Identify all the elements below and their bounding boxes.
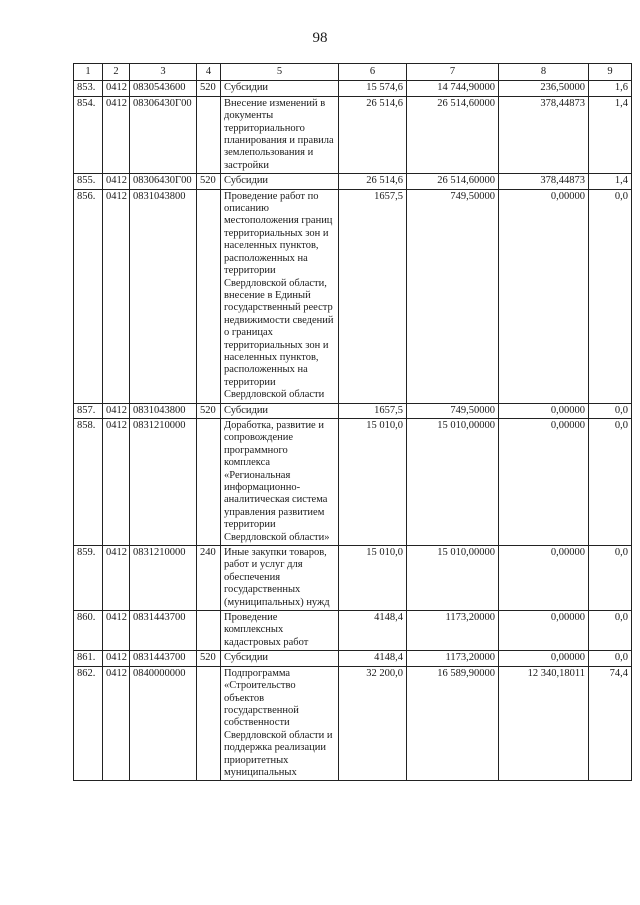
- target-article-code: 0831043800: [130, 403, 197, 418]
- table-row: [74, 666, 632, 781]
- table-row: [74, 96, 632, 173]
- executed-amount: 0,00000: [499, 611, 589, 651]
- table-row: [74, 651, 632, 666]
- execution-percent: 0,0: [589, 189, 632, 403]
- row-number: 859.: [74, 546, 103, 611]
- table-row: [74, 418, 632, 545]
- budget-table: [73, 63, 632, 781]
- executed-amount: 0,00000: [499, 418, 589, 545]
- executed-amount: 236,50000: [499, 81, 589, 96]
- expense-type-code: 520: [197, 174, 221, 189]
- row-number: 857.: [74, 403, 103, 418]
- execution-percent: 0,0: [589, 611, 632, 651]
- target-article-code: 08306430Г00: [130, 174, 197, 189]
- approved-amount: 15 010,0: [339, 418, 407, 545]
- page-number: 98: [312, 30, 328, 46]
- planned-amount: 749,50000: [407, 189, 499, 403]
- row-number: 853.: [74, 81, 103, 96]
- executed-amount: 0,00000: [499, 403, 589, 418]
- table-row: [74, 174, 632, 189]
- target-article-code: 0831210000: [130, 418, 197, 545]
- planned-amount: 26 514,60000: [407, 96, 499, 173]
- target-article-code: 08306430Г00: [130, 96, 197, 173]
- section-code: 0412: [103, 651, 130, 666]
- executed-amount: 378,44873: [499, 96, 589, 173]
- target-article-code: 0831043800: [130, 189, 197, 403]
- planned-amount: 14 744,90000: [407, 81, 499, 96]
- approved-amount: 15 574,6: [339, 81, 407, 96]
- column-header-6: 6: [339, 64, 407, 81]
- execution-percent: 0,0: [589, 651, 632, 666]
- row-number: 862.: [74, 666, 103, 781]
- column-header-7: 7: [407, 64, 499, 81]
- expense-type-code: 520: [197, 403, 221, 418]
- row-number: 855.: [74, 174, 103, 189]
- column-header-5: 5: [221, 64, 339, 81]
- planned-amount: 1173,20000: [407, 611, 499, 651]
- table-body: [74, 81, 632, 781]
- executed-amount: 0,00000: [499, 651, 589, 666]
- item-name: Внесение изменений в документы территориального планирования и правила землепользования и застройки: [221, 96, 339, 173]
- execution-percent: 74,4: [589, 666, 632, 781]
- item-name: Подпрограмма «Строительство объектов государственной собственности Свердловской области и поддержка реализации приоритетных муниципальных: [221, 666, 339, 781]
- row-number: 854.: [74, 96, 103, 173]
- target-article-code: 0830543600: [130, 81, 197, 96]
- execution-percent: 1,4: [589, 174, 632, 189]
- executed-amount: 12 340,18011: [499, 666, 589, 781]
- target-article-code: 0831443700: [130, 651, 197, 666]
- planned-amount: 15 010,00000: [407, 546, 499, 611]
- section-code: 0412: [103, 611, 130, 651]
- expense-type-code: 520: [197, 651, 221, 666]
- row-number: 860.: [74, 611, 103, 651]
- executed-amount: 0,00000: [499, 546, 589, 611]
- approved-amount: 26 514,6: [339, 96, 407, 173]
- item-name: Субсидии: [221, 403, 339, 418]
- expense-type-code: [197, 189, 221, 403]
- expense-type-code: [197, 96, 221, 173]
- column-header-4: 4: [197, 64, 221, 81]
- table-row: [74, 189, 632, 403]
- section-code: 0412: [103, 666, 130, 781]
- item-name: Проведение работ по описанию местоположения границ территориальных зон и населенных пунктов, расположенных на территории Свердловской области, внесение в Единый государственный реестр недвижимости сведений о границах территориальных зон и населенных пунктов, расположенных на территории Свердловской области: [221, 189, 339, 403]
- column-header-1: 1: [74, 64, 103, 81]
- table-row: [74, 403, 632, 418]
- column-header-3: 3: [130, 64, 197, 81]
- section-code: 0412: [103, 418, 130, 545]
- approved-amount: 4148,4: [339, 651, 407, 666]
- item-name: Проведение комплексных кадастровых работ: [221, 611, 339, 651]
- column-header-9: 9: [589, 64, 632, 81]
- item-name: Доработка, развитие и сопровождение программного комплекса «Региональная информационно-аналитическая система управления развитием территории Свердловской области»: [221, 418, 339, 545]
- header-row: [74, 64, 632, 81]
- section-code: 0412: [103, 403, 130, 418]
- table-row: [74, 611, 632, 651]
- approved-amount: 4148,4: [339, 611, 407, 651]
- section-code: 0412: [103, 81, 130, 96]
- expense-type-code: 240: [197, 546, 221, 611]
- planned-amount: 26 514,60000: [407, 174, 499, 189]
- approved-amount: 1657,5: [339, 189, 407, 403]
- planned-amount: 15 010,00000: [407, 418, 499, 545]
- table-row: [74, 81, 632, 96]
- section-code: 0412: [103, 189, 130, 403]
- approved-amount: 15 010,0: [339, 546, 407, 611]
- execution-percent: 1,4: [589, 96, 632, 173]
- expense-type-code: [197, 418, 221, 545]
- planned-amount: 16 589,90000: [407, 666, 499, 781]
- expense-type-code: 520: [197, 81, 221, 96]
- expense-type-code: [197, 666, 221, 781]
- row-number: 861.: [74, 651, 103, 666]
- approved-amount: 26 514,6: [339, 174, 407, 189]
- approved-amount: 32 200,0: [339, 666, 407, 781]
- execution-percent: 0,0: [589, 403, 632, 418]
- executed-amount: 0,00000: [499, 189, 589, 403]
- execution-percent: 1,6: [589, 81, 632, 96]
- section-code: 0412: [103, 174, 130, 189]
- item-name: Иные закупки товаров, работ и услуг для обеспечения государственных (муниципальных) нужд: [221, 546, 339, 611]
- row-number: 856.: [74, 189, 103, 403]
- target-article-code: 0831443700: [130, 611, 197, 651]
- column-header-2: 2: [103, 64, 130, 81]
- section-code: 0412: [103, 96, 130, 173]
- item-name: Субсидии: [221, 81, 339, 96]
- planned-amount: 1173,20000: [407, 651, 499, 666]
- approved-amount: 1657,5: [339, 403, 407, 418]
- target-article-code: 0840000000: [130, 666, 197, 781]
- row-number: 858.: [74, 418, 103, 545]
- item-name: Субсидии: [221, 174, 339, 189]
- execution-percent: 0,0: [589, 418, 632, 545]
- execution-percent: 0,0: [589, 546, 632, 611]
- planned-amount: 749,50000: [407, 403, 499, 418]
- expense-type-code: [197, 611, 221, 651]
- item-name: Субсидии: [221, 651, 339, 666]
- column-header-8: 8: [499, 64, 589, 81]
- target-article-code: 0831210000: [130, 546, 197, 611]
- section-code: 0412: [103, 546, 130, 611]
- table-row: [74, 546, 632, 611]
- executed-amount: 378,44873: [499, 174, 589, 189]
